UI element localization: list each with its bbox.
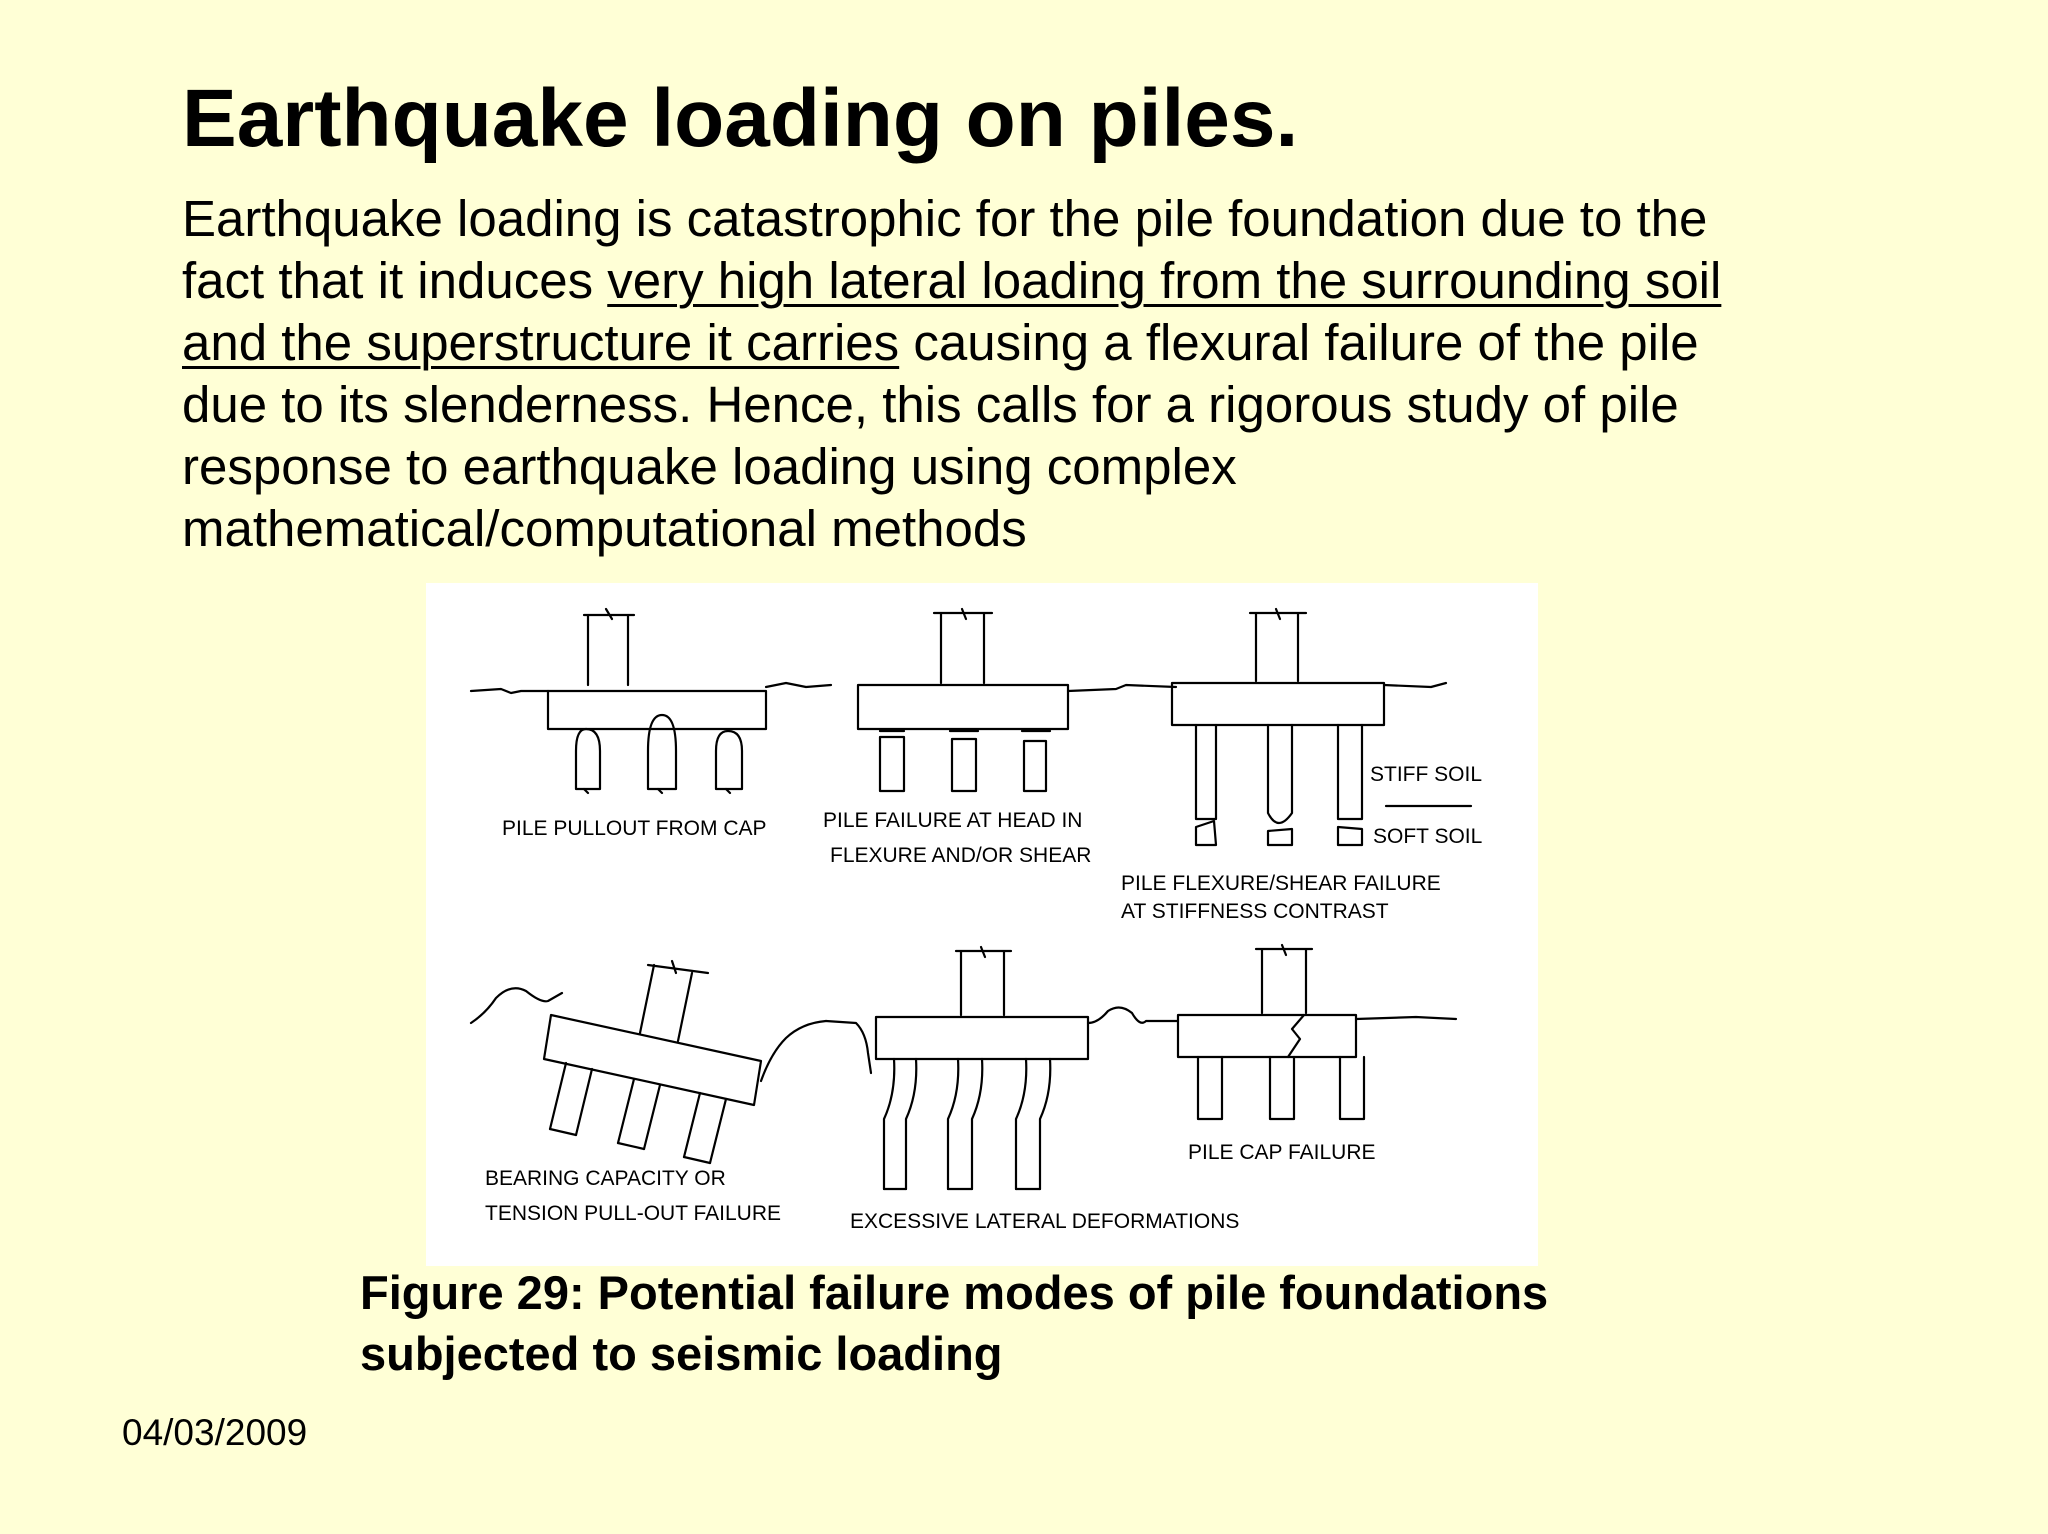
column xyxy=(640,965,708,1041)
label-stiff-soil: STIFF SOIL xyxy=(1370,763,1483,786)
panel-pile-cap-failure xyxy=(1178,945,1456,1119)
column xyxy=(1256,949,1312,1013)
panel-stiffness-contrast xyxy=(1172,609,1471,845)
ground-line-right xyxy=(1356,1017,1456,1019)
column xyxy=(934,613,992,683)
failure-modes-diagram xyxy=(426,583,1538,1266)
caption-line-2: subjected to seismic loading xyxy=(360,1327,1003,1380)
pile-3 xyxy=(1022,731,1050,791)
panel-pile-pullout xyxy=(471,609,766,793)
pile-1 xyxy=(1198,1057,1222,1119)
pile-1 xyxy=(550,1063,592,1135)
label-lateral-deformations: EXCESSIVE LATERAL DEFORMATIONS xyxy=(850,1210,1240,1233)
body-underlined-phrase-1: very high lateral loading from the surrounding soil xyxy=(607,252,1722,309)
pile-lower-1 xyxy=(1196,821,1216,845)
pile-3 xyxy=(684,1093,726,1163)
panel-bearing-capacity xyxy=(471,961,826,1163)
mound xyxy=(1088,1007,1178,1023)
slope-line xyxy=(761,1021,826,1081)
body-line-5: response to earthquake loading using complex xyxy=(182,438,1237,495)
ground-line-right xyxy=(1384,683,1446,687)
pile-2 xyxy=(618,1079,660,1149)
body-underlined-phrase-2: and the superstructure it carries xyxy=(182,314,900,371)
pile-2 xyxy=(1268,725,1292,823)
panel-head-failure xyxy=(766,609,1176,791)
label-bearing-1: BEARING CAPACITY OR xyxy=(485,1167,726,1190)
ground-line xyxy=(766,683,831,687)
ground-line xyxy=(471,988,562,1023)
pile-1 xyxy=(576,729,600,789)
failure-modes-figure xyxy=(426,583,1538,1266)
slide-title: Earthquake loading on piles. xyxy=(182,73,1299,164)
body-paragraph xyxy=(182,188,1902,560)
pile-3 xyxy=(716,731,742,789)
slide-date: 04/03/2009 xyxy=(122,1412,308,1453)
label-bearing-2: TENSION PULL-OUT FAILURE xyxy=(485,1202,782,1225)
figure-caption xyxy=(360,1262,1548,1384)
label-head-failure-2: FLEXURE AND/OR SHEAR xyxy=(830,844,1092,867)
pile-cap xyxy=(1172,683,1384,725)
pile-2 xyxy=(950,731,978,791)
ground-line-right xyxy=(1068,685,1176,691)
pile-1 xyxy=(880,731,904,791)
column xyxy=(584,615,634,685)
pile-cap xyxy=(1178,1015,1356,1057)
body-line-6: mathematical/computational methods xyxy=(182,500,1027,557)
column xyxy=(1250,613,1306,681)
label-stiffness-contrast-1: PILE FLEXURE/SHEAR FAILURE xyxy=(1121,872,1441,895)
ground-line xyxy=(826,1021,871,1073)
body-line-3 xyxy=(182,312,1902,374)
label-stiffness-contrast-2: AT STIFFNESS CONTRAST xyxy=(1121,900,1389,923)
panel-lateral-deformation xyxy=(826,947,1178,1189)
pile-cap xyxy=(858,685,1068,729)
pile-2 xyxy=(648,715,676,789)
label-pile-pullout: PILE PULLOUT FROM CAP xyxy=(502,817,767,840)
cap-crack xyxy=(1288,1015,1304,1057)
pile-lower-3 xyxy=(1338,827,1362,845)
caption-line-1: Figure 29: Potential failure modes of pile foundations xyxy=(360,1266,1549,1319)
label-head-failure-1: PILE FAILURE AT HEAD IN xyxy=(823,809,1083,832)
pile-2 xyxy=(948,1059,982,1189)
pile-lower-2 xyxy=(1268,829,1292,845)
pile-3 xyxy=(1340,1057,1364,1119)
label-soft-soil: SOFT SOIL xyxy=(1373,825,1483,848)
column xyxy=(956,951,1011,1015)
body-line-3-text: causing a flexural failure of the pile xyxy=(899,314,1699,371)
pile-1 xyxy=(1196,725,1216,819)
ground-line xyxy=(471,689,548,693)
body-line-2 xyxy=(182,250,1902,312)
body-line-4: due to its slenderness. Hence, this calls for a rigorous study of pile xyxy=(182,376,1679,433)
body-line-1: Earthquake loading is catastrophic for the pile foundation due to the xyxy=(182,190,1708,247)
label-pile-cap-failure: PILE CAP FAILURE xyxy=(1188,1141,1376,1164)
break-mark xyxy=(672,961,676,973)
body-line-2-text: fact that it induces xyxy=(182,252,608,309)
pile-2 xyxy=(1270,1057,1294,1119)
pile-cap-tilted xyxy=(544,1015,761,1105)
pile-3 xyxy=(1338,725,1362,819)
pile-cap xyxy=(876,1017,1088,1059)
pile-1 xyxy=(884,1059,916,1189)
pile-cap xyxy=(548,691,766,729)
pile-3 xyxy=(1016,1059,1050,1189)
